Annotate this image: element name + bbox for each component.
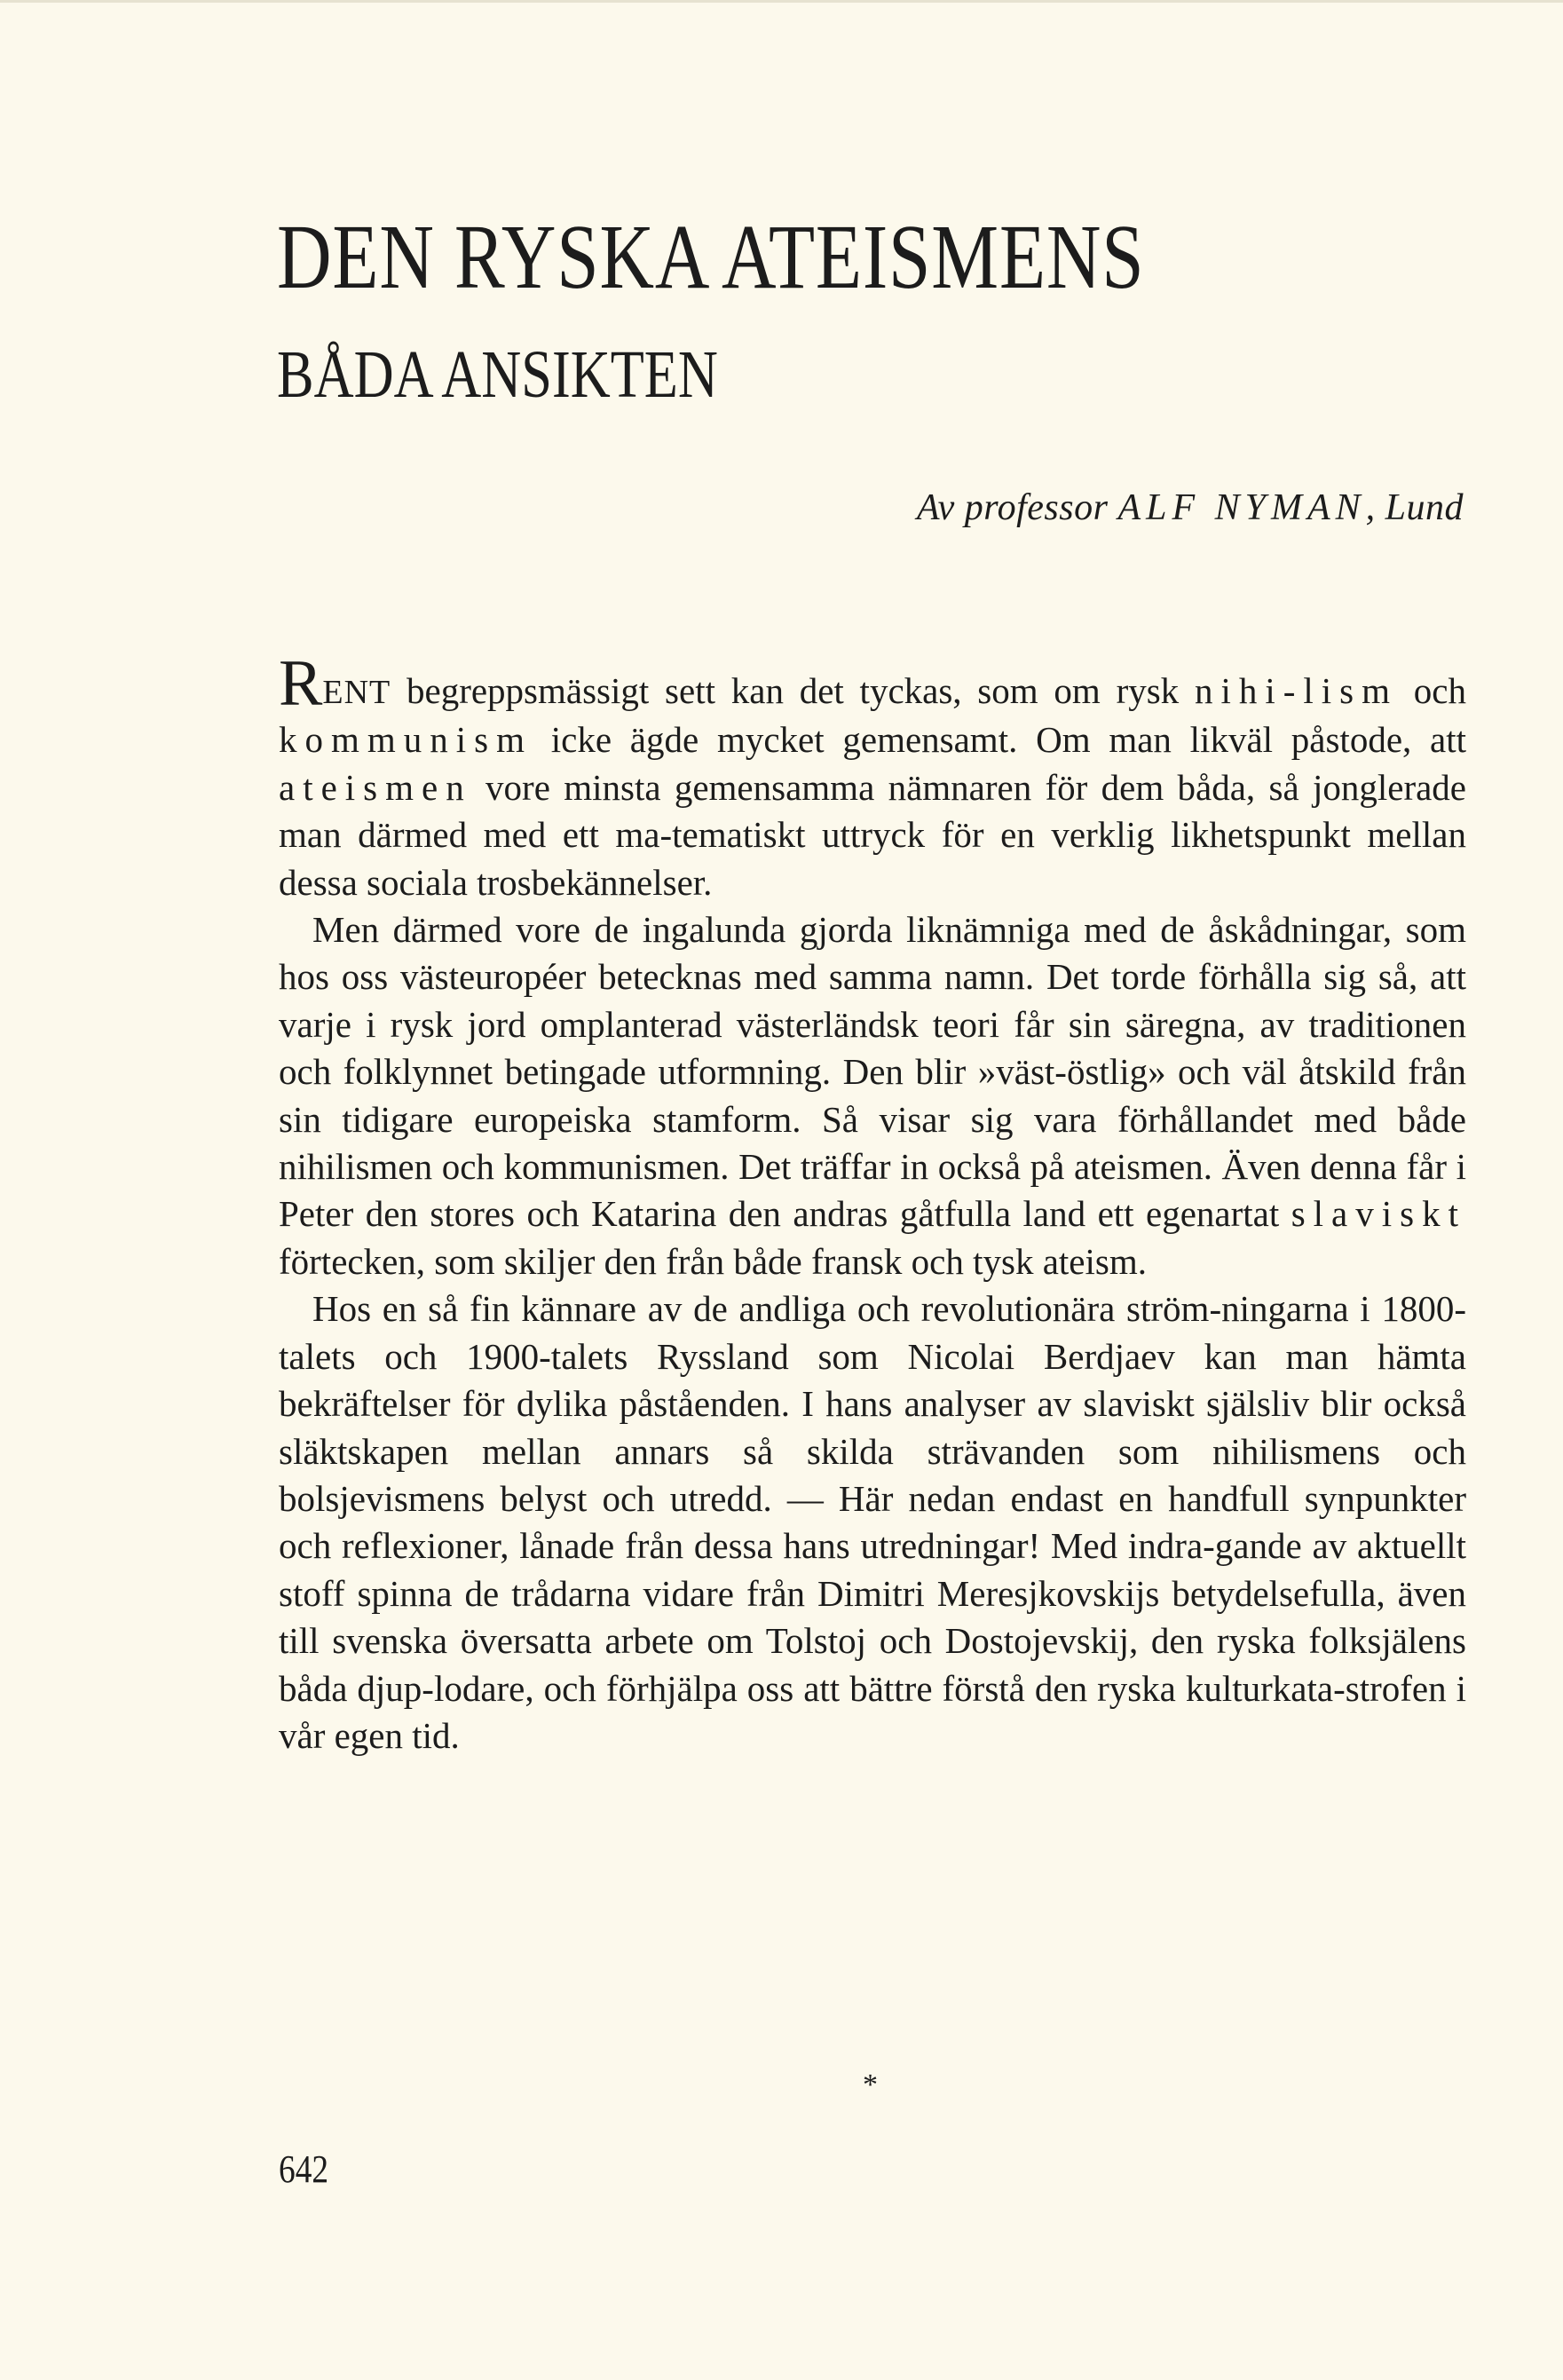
drop-cap: R [279, 647, 323, 720]
emphasized-spaced-word: slaviskt [1291, 1193, 1466, 1235]
text-segment: förtecken, som skiljer den från både fransk och tysk ateism. [279, 1240, 1147, 1282]
text-segment: Hos en så fin kännare av de andliga och revolutionära ström-ningarna i 1800-talets och 1900-talets Ryssland som Nicolai Berdjaev kan man hämta bekräftelser för dylika påståenden. I hans analyser av slaviskt själsliv blir också släktskapen mellan annars så skilda strävanden som nihilismens och bolsjevismens belyst och utredd. — Här nedan endast en handfull synpunkter och reflexioner, lånade från dessa hans utredningar! Med indra-gande av aktuellt stoff spinna de trådarna vidare från Dimitri Meresjkovskijs betydelsefulla, även till svenska översatta arbete om Tolstoj och Dostojevskij, den ryska folksjälens båda djup-lodare, och förhjälpa oss att bättre förstå den ryska kulturkata-strofen i vår egen tid. [279, 1288, 1466, 1756]
text-segment: och [1398, 670, 1466, 711]
byline-location: , Lund [1365, 487, 1464, 528]
article-body [279, 647, 1466, 1759]
text-segment: icke ägde mycket gemensamt. Om man likväl påstode, att [533, 719, 1466, 761]
byline-author: ALF NYMAN [1117, 487, 1366, 528]
emphasized-spaced-word: ateismen [279, 766, 472, 808]
page-number: 642 [279, 2147, 329, 2191]
paragraph-1-text [279, 670, 1466, 903]
paragraph-2-text [279, 909, 1466, 1282]
emphasized-spaced-word: kommunism [279, 719, 533, 761]
emphasized-spaced-word: nihi-lism [1194, 670, 1399, 711]
text-segment: vore minsta gemensamma nämnaren för dem båda, så jonglerade man därmed med ett ma-tematiskt uttryck för en verklig likhetspunkt mellan dessa sociala trosbekännelser. [279, 766, 1466, 903]
page-top-edge [0, 0, 1563, 3]
section-break-asterisk: * [863, 2068, 878, 2101]
paragraph-3-text [279, 1288, 1466, 1756]
article-subtitle: BÅDA ANSIKTEN [277, 337, 718, 412]
byline [917, 486, 1464, 529]
paragraph-2 [279, 906, 1466, 1285]
text-segment: Men därmed vore de ingalunda gjorda liknämniga med de åskådningar, som hos oss västeuropéer betecknas med samma namn. Det torde förhålla sig så, att varje i rysk jord omplanterad västerländsk teori får sin säregna, av traditionen och folklynnet betingade utformning. Den blir »väst-östlig» och väl åtskild från sin tidigare europeiska stamform. Så visar sig vara förhållandet med både nihilismen och kommunismen. Det träffar in också på ateismen. Även denna får i Peter den stores och Katarina den andras gåtfulla land ett egenartat [279, 909, 1466, 1235]
byline-prefix: Av professor [916, 487, 1109, 528]
paragraph-1 [279, 647, 1466, 906]
paragraph-3 [279, 1285, 1466, 1759]
small-caps-lead: ENT [322, 674, 391, 711]
text-segment: begreppsmässigt sett kan det tyckas, som om rysk [391, 670, 1195, 711]
article-title: DEN RYSKA ATEISMENS [277, 206, 1145, 308]
